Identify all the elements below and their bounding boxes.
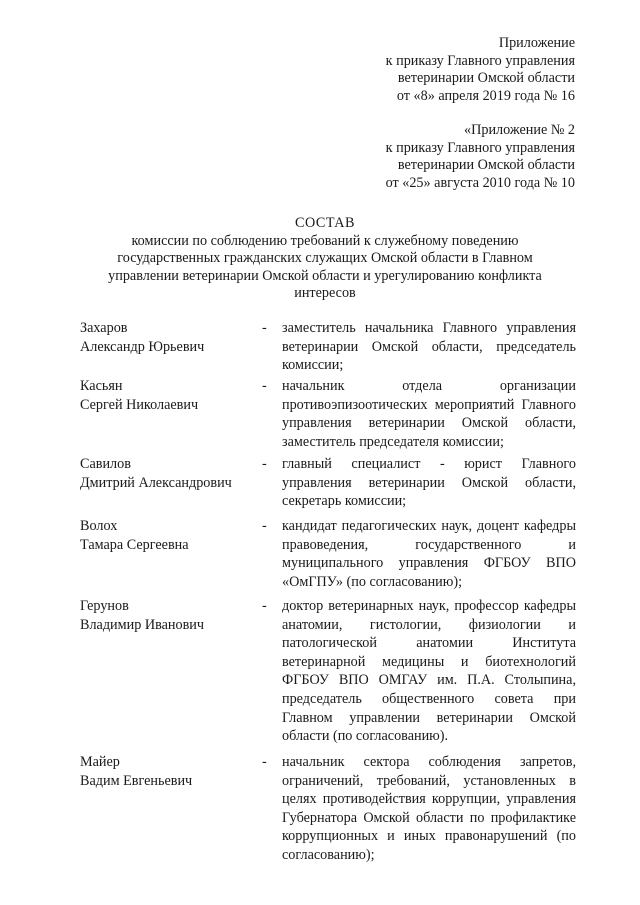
appendix-line: Приложение (498, 35, 575, 51)
document-title (90, 215, 560, 303)
member-role: кандидат педагогических наук, доцент кафедры правоведения, государственного и муниципального управления ФГБОУ ВПО «ОмГПУ» (по согласованию); (282, 518, 576, 590)
member-role: начальник отдела организации противоэпизоотических мероприятий Главного управления ветеринарии Омской области, заместитель председателя комиссии; (282, 378, 576, 450)
appendix-header (386, 35, 575, 105)
member-name (80, 597, 204, 634)
member-dash: - (262, 754, 267, 770)
member-name (80, 377, 198, 414)
member-role: заместитель начальника Главного управления ветеринарии Омской области, председатель комиссии; (282, 320, 576, 374)
title-subtitle: комиссии по соблюдению требований к служебному поведению государственных гражданских служащих Омской области в Главном управлении ветеринарии Омской области и урегулированию конфликта интересов (108, 232, 542, 302)
member-given-name: Александр Юрьевич (80, 338, 205, 355)
member-dash: - (262, 378, 267, 394)
appendix-line: ветеринарии Омской области (397, 70, 575, 87)
member-given-name: Сергей Николаевич (80, 396, 199, 413)
member-dash: - (262, 518, 267, 534)
member-name (80, 319, 204, 356)
member-role: главный специалист - юрист Главного управления ветеринарии Омской области, секретарь комиссии; (282, 456, 576, 510)
member-surname: Герунов (80, 598, 129, 614)
member-name (80, 517, 189, 554)
member-name (80, 753, 192, 790)
appendix-line: к приказу Главного управления (385, 52, 575, 69)
appendix-line: от «8» апреля 2019 года № 16 (396, 87, 575, 104)
member-surname: Майер (80, 754, 120, 770)
member-name (80, 455, 232, 492)
member-given-name: Вадим Евгеньевич (80, 772, 193, 789)
member-surname: Касьян (80, 378, 123, 394)
member-role: доктор ветеринарных наук, профессор кафедры анатомии, гистологии, физиологии и патологической анатомии Института ветеринарной медицины и биотехнологий ФГБОУ ВПО ОМГАУ им. П.А. Столыпина, председатель общественного совета при Главном управлении ветеринарии Омской области (по согласованию). (282, 598, 576, 745)
appendix-2-line: от «25» августа 2010 года № 10 (385, 174, 575, 191)
appendix-2-line: к приказу Главного управления (385, 139, 575, 156)
appendix-2-line: «Приложение № 2 (464, 122, 575, 138)
member-role: начальник сектора соблюдения запретов, ограничений, требований, установленных в целях противодействия коррупции, управления Губернатора Омской области по профилактике коррупционных и иных правонарушений (по согласованию); (282, 754, 576, 863)
appendix-2-line: ветеринарии Омской области (397, 157, 575, 174)
title-heading: СОСТАВ (294, 215, 355, 231)
member-given-name: Владимир Иванович (80, 616, 205, 633)
member-dash: - (262, 456, 267, 472)
member-given-name: Дмитрий Александрович (80, 474, 232, 491)
member-given-name: Тамара Сергеевна (80, 536, 189, 553)
member-surname: Волох (80, 518, 118, 534)
appendix-2-header (386, 122, 575, 192)
member-surname: Захаров (80, 320, 128, 336)
member-dash: - (262, 598, 267, 614)
member-dash: - (262, 320, 267, 336)
member-surname: Савилов (80, 456, 131, 472)
